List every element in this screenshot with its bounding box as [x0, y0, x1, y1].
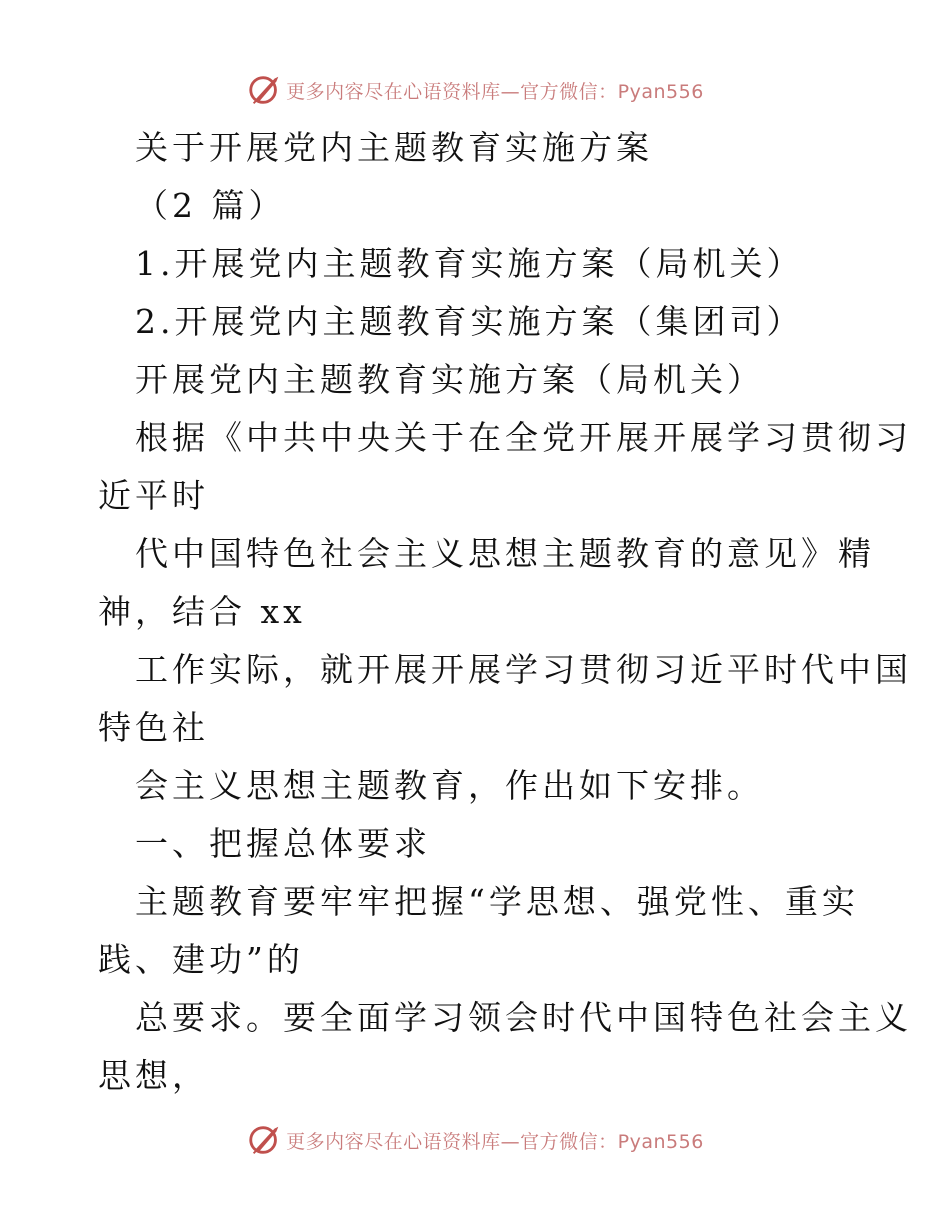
quill-logo-icon — [246, 1121, 284, 1159]
paragraph-line: 近平时 — [98, 476, 209, 515]
paragraph-line: 特色社 — [98, 708, 209, 747]
watermark-text: 更多内容尽在心语资料库—官方微信：Pyan556 — [286, 1130, 704, 1153]
paragraph-line: 思想， — [98, 1056, 209, 1095]
watermark-header — [0, 70, 950, 110]
paragraph-line: 践、建功”的 — [98, 940, 304, 979]
paragraph-line: 工作实际，就开展开展学习贯彻习近平时代中国 — [135, 650, 912, 689]
section-title: 开展党内主题教育实施方案（局机关） — [135, 360, 764, 399]
doc-subtitle: （2 篇） — [135, 186, 286, 225]
paragraph-line: 会主义思想主题教育，作出如下安排。 — [135, 766, 764, 805]
paragraph-line: 总要求。要全面学习领会时代中国特色社会主义 — [135, 998, 912, 1037]
toc-item-1: 1.开展党内主题教育实施方案（局机关） — [135, 244, 804, 283]
paragraph-line: 代中国特色社会主义思想主题教育的意见》精 — [135, 534, 875, 573]
paragraph-line: 主题教育要牢牢把握“学思想、强党性、重实 — [135, 882, 859, 921]
section-heading: 一、把握总体要求 — [135, 824, 431, 863]
paragraph-line: 根据《中共中央关于在全党开展开展学习贯彻习 — [135, 418, 912, 457]
watermark-footer — [0, 1120, 950, 1160]
doc-title: 关于开展党内主题教育实施方案 — [135, 128, 653, 167]
watermark-text: 更多内容尽在心语资料库—官方微信：Pyan556 — [286, 80, 704, 103]
quill-logo-icon — [246, 71, 284, 109]
paragraph-line: 神，结合 xx — [98, 592, 306, 631]
toc-item-2: 2.开展党内主题教育实施方案（集团司） — [135, 302, 804, 341]
